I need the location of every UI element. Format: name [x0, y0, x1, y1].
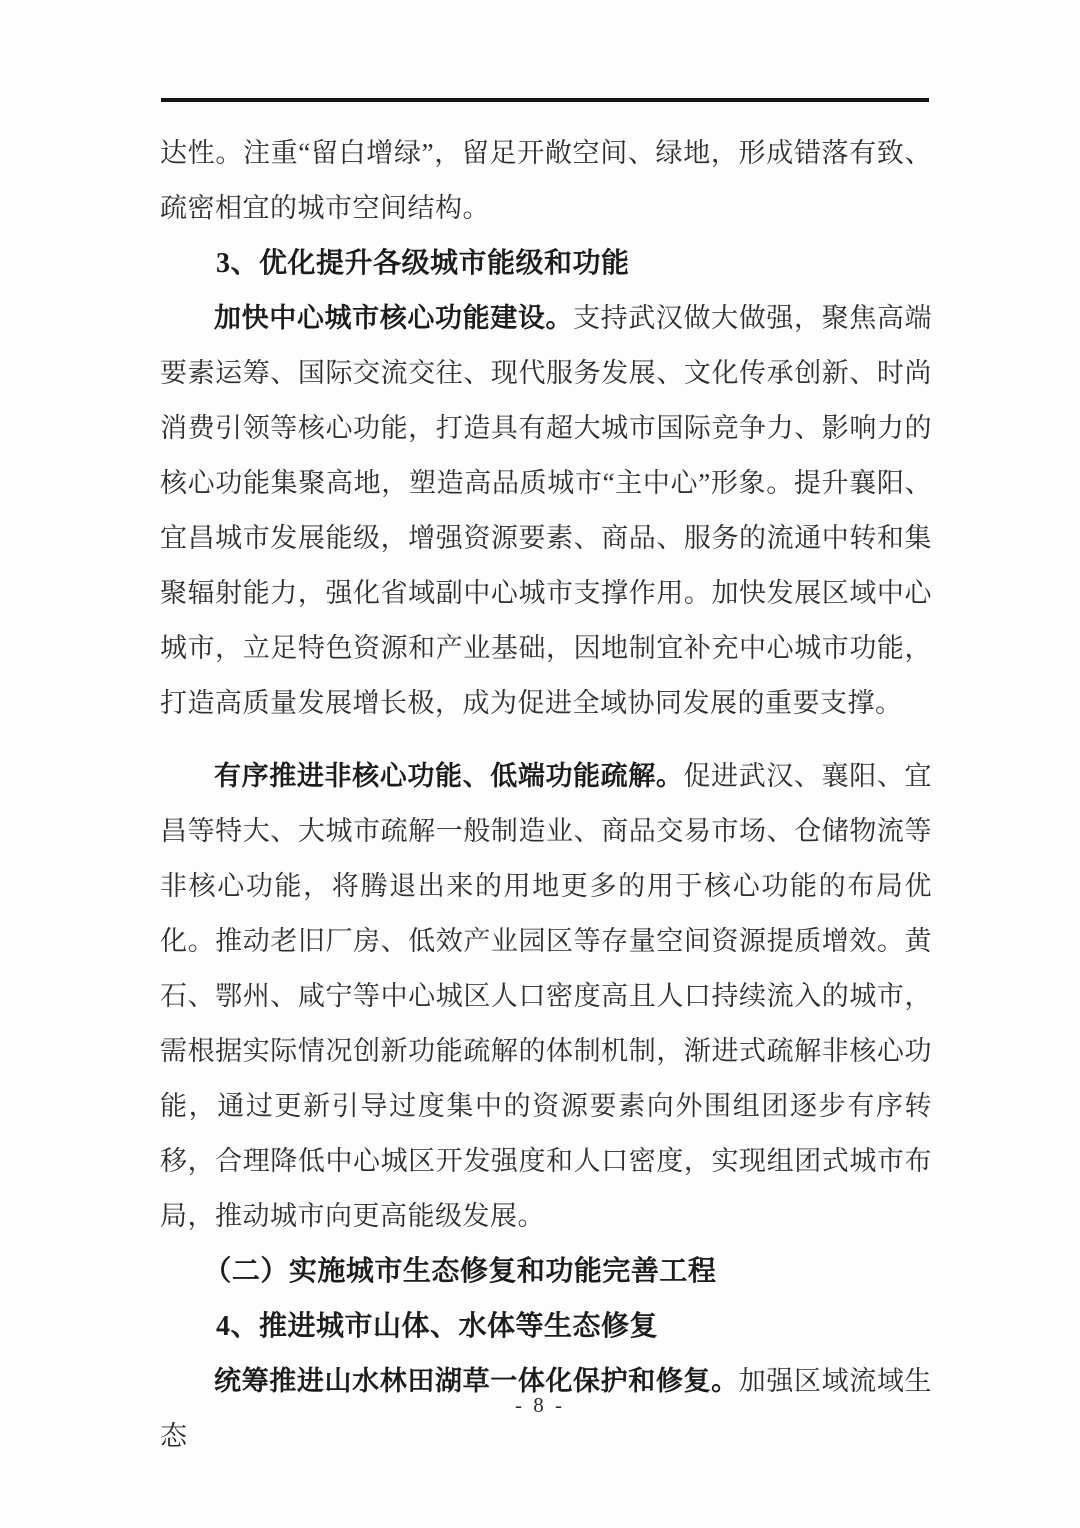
paragraph-decentralization: [160, 749, 932, 1244]
continuation-paragraph: 达性。注重“留白增绿”，留足开敞空间、绿地，形成错落有致、疏密相宜的城市空间结构。: [160, 138, 932, 223]
header-rule-divider: [161, 98, 929, 102]
paragraph-lead-ecology: 统筹推进山水林田湖草一体化保护和修复。: [214, 1366, 739, 1396]
paragraph-lead-core-functions: 加快中心城市核心功能建设。: [214, 303, 574, 333]
paragraph-body-core-functions: 支持武汉做大做强，聚焦高端要素运筹、国际交流交往、现代服务发展、文化传承创新、时尚消费引领等核心功能，打造具有超大城市国际竞争力、影响力的核心功能集聚高地，塑造高品质城市“主中心”形象。提升襄阳、宜昌城市发展能级，增强资源要素、商品、服务的流通中转和集聚辐射能力，强化省域副中心城市支撑作用。加快发展区域中心城市，立足特色资源和产业基础，因地制宜补充中心城市功能，打造高质量发展增长极，成为促进全域协同发展的重要支撑。: [160, 303, 933, 718]
paragraph-body-decentralization: 促进武汉、襄阳、宜昌等特大、大城市疏解一般制造业、商品交易市场、仓储物流等非核心功能，将腾退出来的用地更多的用于核心功能的布局优化。推动老旧厂房、低效产业园区等存量空间资源提质增效。黄石、鄂州、咸宁等中心城区人口密度高且人口持续流入的城市，需根据实际情况创新功能疏解的体制机制，渐进式疏解非核心功能，通过更新引导过度集中的资源要素向外围组团逐步有序转移，合理降低中心城区开发强度和人口密度，实现组团式城市布局，推动城市向更高能级发展。: [160, 761, 933, 1231]
document-body: [160, 126, 932, 1464]
section-heading-4: 4、推进城市山体、水体等生态修复: [216, 1311, 659, 1342]
page-number: - 8 -: [515, 1393, 565, 1417]
section-heading-3: 3、优化提升各级城市能级和功能: [216, 248, 630, 279]
paragraph-core-functions: [160, 291, 932, 731]
section-heading-2-2: （二）实施城市生态修复和功能完善工程: [203, 1256, 717, 1287]
paragraph-lead-decentralization: 有序推进非核心功能、低端功能疏解。: [214, 761, 684, 791]
paragraph-body-ecology: 加强区域流域生态: [160, 1366, 933, 1451]
